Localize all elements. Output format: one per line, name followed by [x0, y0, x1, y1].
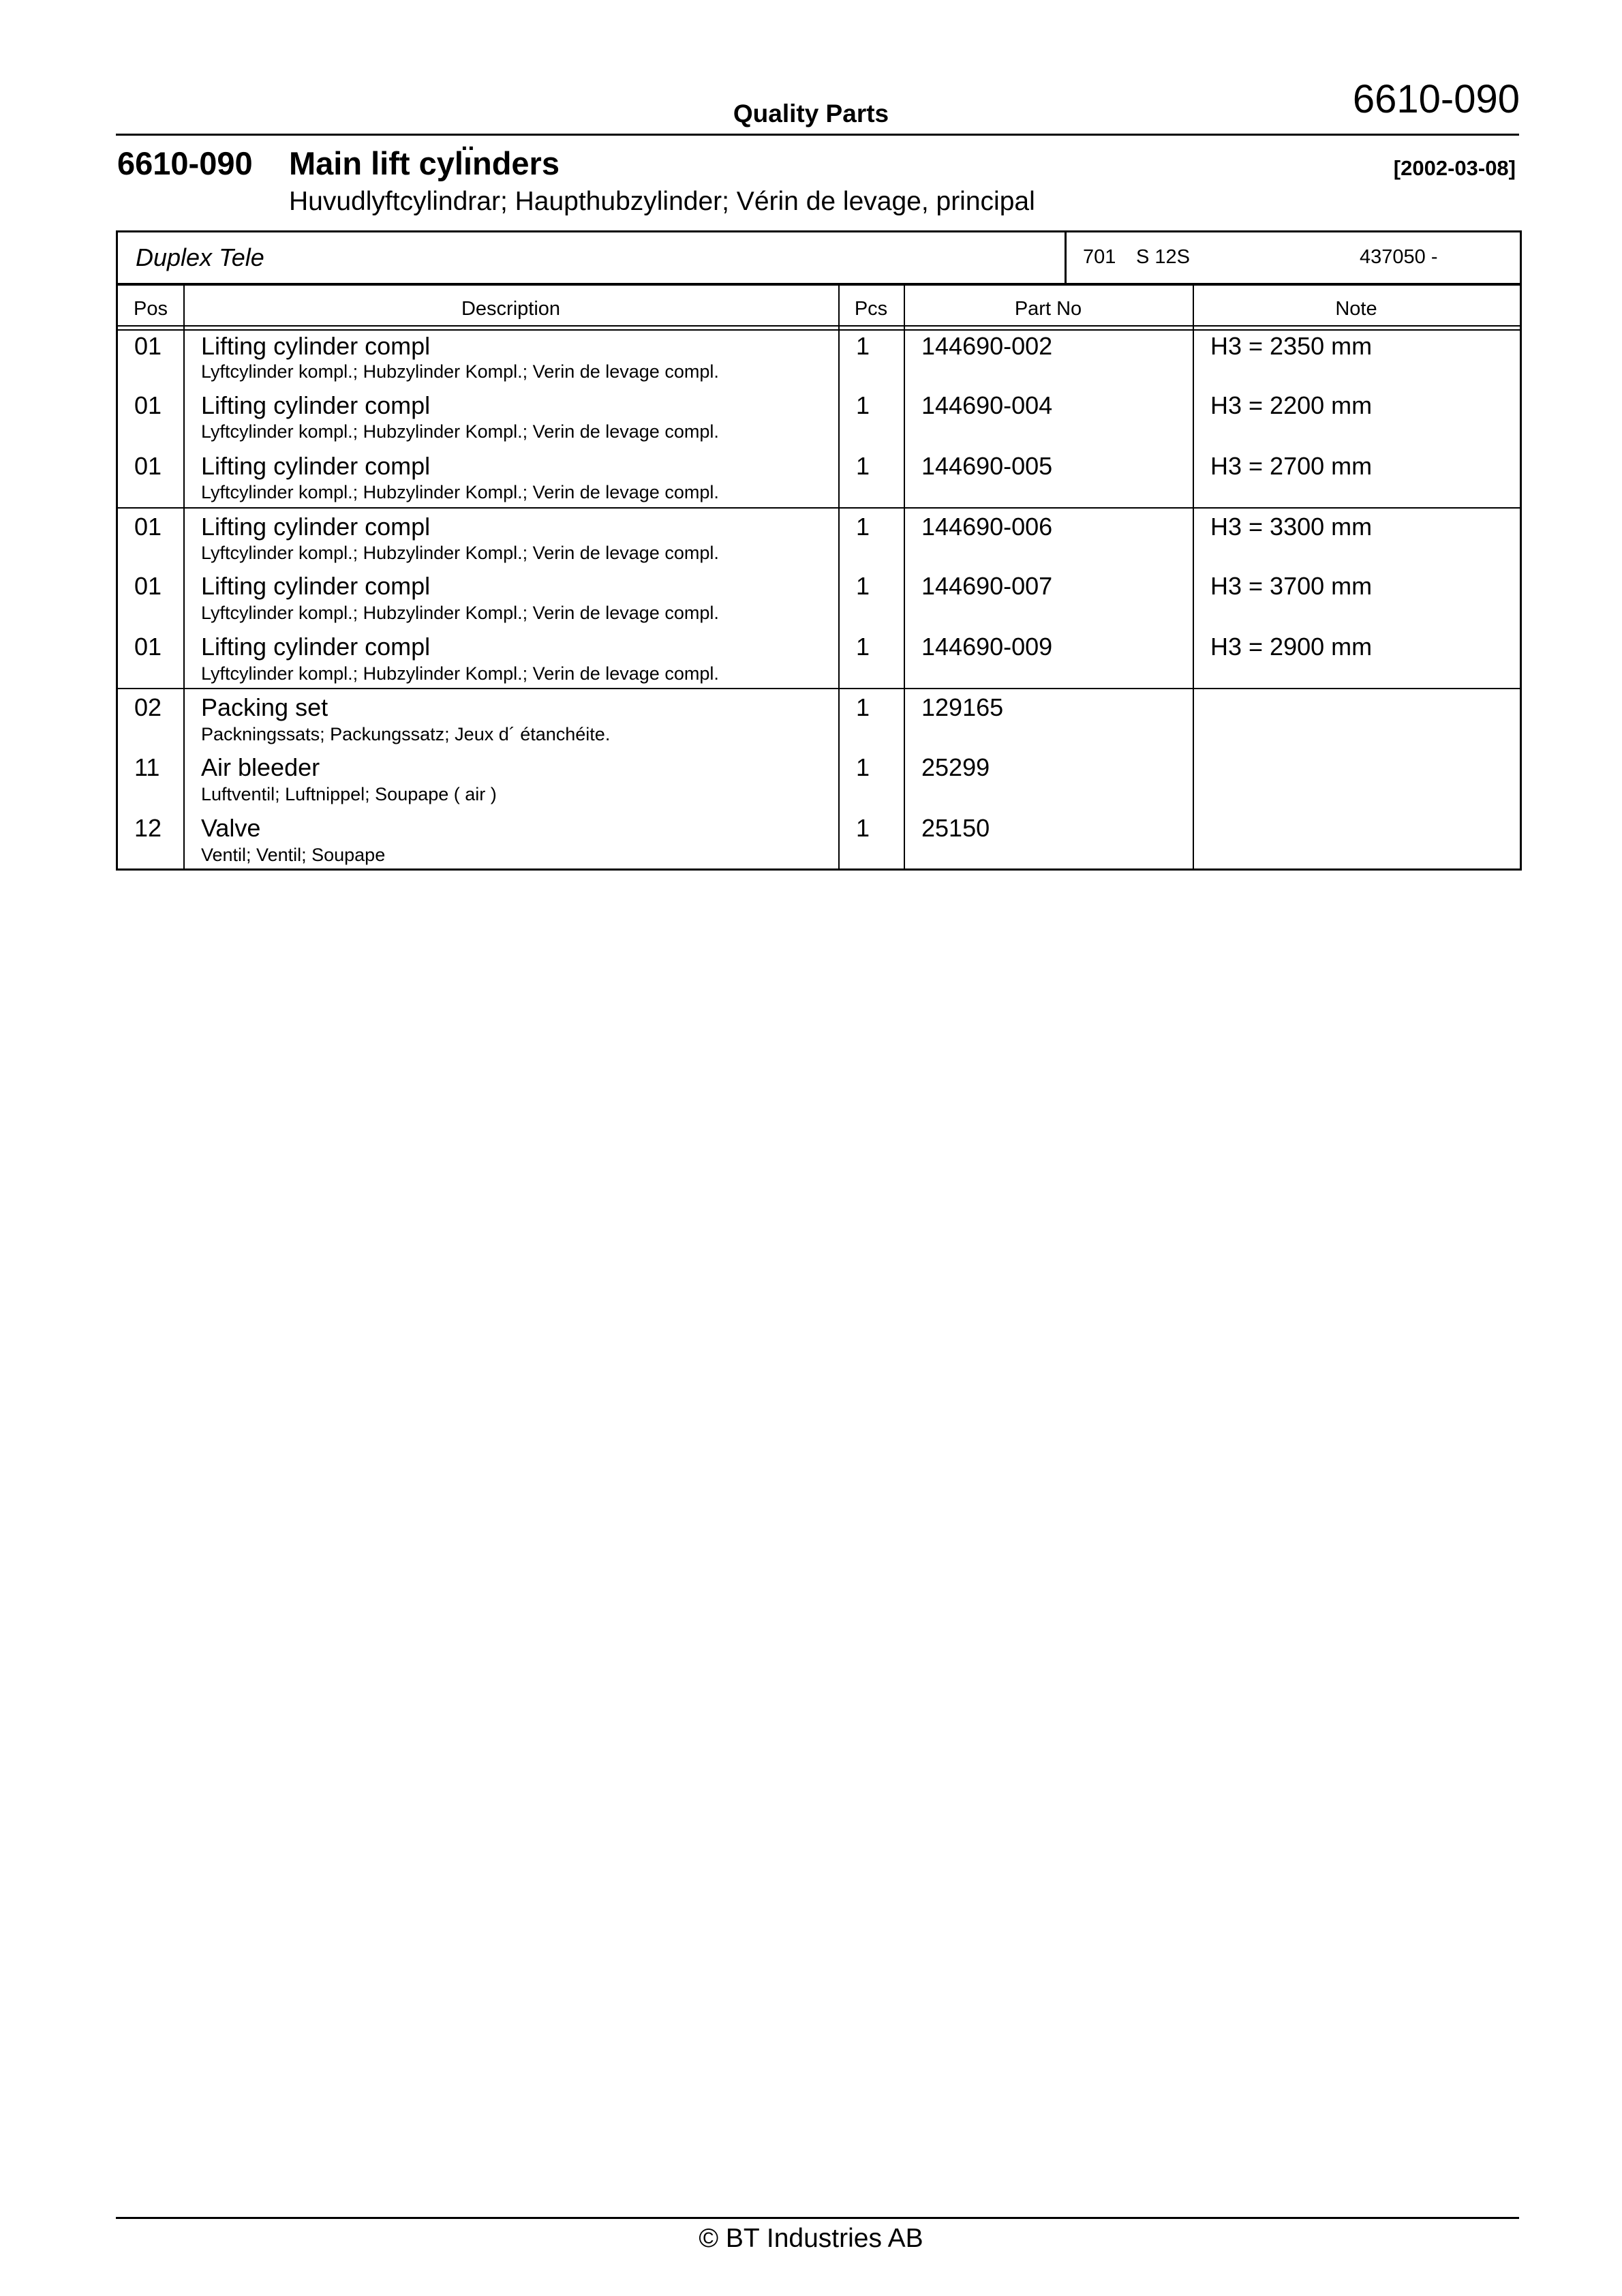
- col-header-pcs: Pcs: [854, 298, 888, 320]
- row-description-translations: Luftventil; Luftnippel; Soupape ( air ): [201, 784, 497, 804]
- header-rule: [116, 134, 1519, 136]
- row-part-no: 144690-009: [921, 633, 1053, 661]
- row-pos: 01: [134, 391, 162, 419]
- model-serial: 437050 -: [1360, 246, 1438, 268]
- row-description: Valve: [201, 814, 261, 842]
- row-part-no: 144690-004: [921, 391, 1053, 419]
- section-code: 6610-090: [117, 145, 253, 181]
- row-pcs: 1: [856, 633, 870, 661]
- row-description: Lifting cylinder compl: [201, 391, 431, 419]
- row-note: H3 = 3700 mm: [1210, 572, 1373, 600]
- col-header-part-no: Part No: [1014, 298, 1082, 320]
- row-description: Lifting cylinder compl: [201, 332, 431, 360]
- col-header-pos: Pos: [134, 298, 168, 320]
- model-box: [116, 230, 1522, 285]
- row-description: Lifting cylinder compl: [201, 633, 431, 661]
- row-part-no: 25299: [921, 753, 990, 781]
- parts-table: [116, 284, 1522, 871]
- row-note: H3 = 2900 mm: [1210, 633, 1373, 661]
- row-description-translations: Lyftcylinder kompl.; Hubzylinder Kompl.; Verin de levage compl.: [201, 421, 719, 442]
- row-note: H3 = 2200 mm: [1210, 391, 1373, 419]
- row-pos: 01: [134, 633, 162, 661]
- row-pos: 01: [134, 513, 162, 541]
- section-translations: Huvudlyftcylindrar; Haupthubzylinder; Vérin de levage, principal: [289, 187, 1035, 216]
- row-pcs: 1: [856, 572, 870, 600]
- row-pcs: 1: [856, 391, 870, 419]
- model-series: S 12S: [1136, 246, 1190, 268]
- model-code: 701: [1083, 246, 1116, 268]
- row-note: H3 = 2700 mm: [1210, 452, 1373, 480]
- row-part-no: 144690-006: [921, 513, 1053, 541]
- col-divider: [904, 286, 905, 868]
- col-divider: [183, 286, 185, 868]
- row-description: Lifting cylinder compl: [201, 452, 431, 480]
- model-divider: [1065, 232, 1067, 283]
- row-part-no: 144690-005: [921, 452, 1053, 480]
- row-note: H3 = 2350 mm: [1210, 332, 1373, 360]
- footer-copyright: © BT Industries AB: [699, 2224, 923, 2253]
- row-pos: 01: [134, 572, 162, 600]
- row-description: Air bleeder: [201, 753, 320, 781]
- row-note: H3 = 3300 mm: [1210, 513, 1373, 541]
- row-pcs: 1: [856, 753, 870, 781]
- header-title: Quality Parts: [733, 100, 889, 127]
- row-pcs: 1: [856, 513, 870, 541]
- row-description-translations: Lyftcylinder kompl.; Hubzylinder Kompl.; Verin de levage compl.: [201, 361, 719, 382]
- section-date: [2002-03-08]: [1393, 156, 1516, 180]
- row-pos: 12: [134, 814, 162, 842]
- row-description: Lifting cylinder compl: [201, 572, 431, 600]
- row-description: Packing set: [201, 693, 328, 721]
- row-description-translations: Packningssats; Packungssatz; Jeux d´ étanchéite.: [201, 724, 611, 744]
- col-divider: [1193, 286, 1194, 868]
- header-divider: [118, 329, 1520, 331]
- row-pcs: 1: [856, 693, 870, 721]
- group-divider: [118, 507, 1520, 509]
- row-description-translations: Lyftcylinder kompl.; Hubzylinder Kompl.; Verin de levage compl.: [201, 663, 719, 684]
- row-part-no: 129165: [921, 693, 1004, 721]
- row-description-translations: Ventil; Ventil; Soupape: [201, 845, 386, 865]
- row-description-translations: Lyftcylinder kompl.; Hubzylinder Kompl.; Verin de levage compl.: [201, 603, 719, 623]
- model-name: Duplex Tele: [136, 243, 264, 271]
- row-pos: 11: [134, 753, 160, 781]
- row-pcs: 1: [856, 452, 870, 480]
- row-pos: 01: [134, 332, 162, 360]
- col-header-description: Description: [461, 298, 561, 320]
- row-pos: 02: [134, 693, 162, 721]
- row-description-translations: Lyftcylinder kompl.; Hubzylinder Kompl.; Verin de levage compl.: [201, 482, 719, 502]
- row-part-no: 144690-007: [921, 572, 1053, 600]
- header-page-code: 6610-090: [1352, 77, 1520, 121]
- footer-rule: [116, 2217, 1519, 2219]
- row-part-no: 25150: [921, 814, 990, 842]
- section-title: Main lift cylı̈nders: [289, 145, 560, 181]
- col-header-note: Note: [1335, 298, 1377, 320]
- row-part-no: 144690-002: [921, 332, 1053, 360]
- col-divider: [838, 286, 840, 868]
- group-divider: [118, 688, 1520, 689]
- header-divider: [118, 325, 1520, 327]
- row-pos: 01: [134, 452, 162, 480]
- row-description: Lifting cylinder compl: [201, 513, 431, 541]
- row-pcs: 1: [856, 332, 870, 360]
- row-pcs: 1: [856, 814, 870, 842]
- row-description-translations: Lyftcylinder kompl.; Hubzylinder Kompl.; Verin de levage compl.: [201, 543, 719, 563]
